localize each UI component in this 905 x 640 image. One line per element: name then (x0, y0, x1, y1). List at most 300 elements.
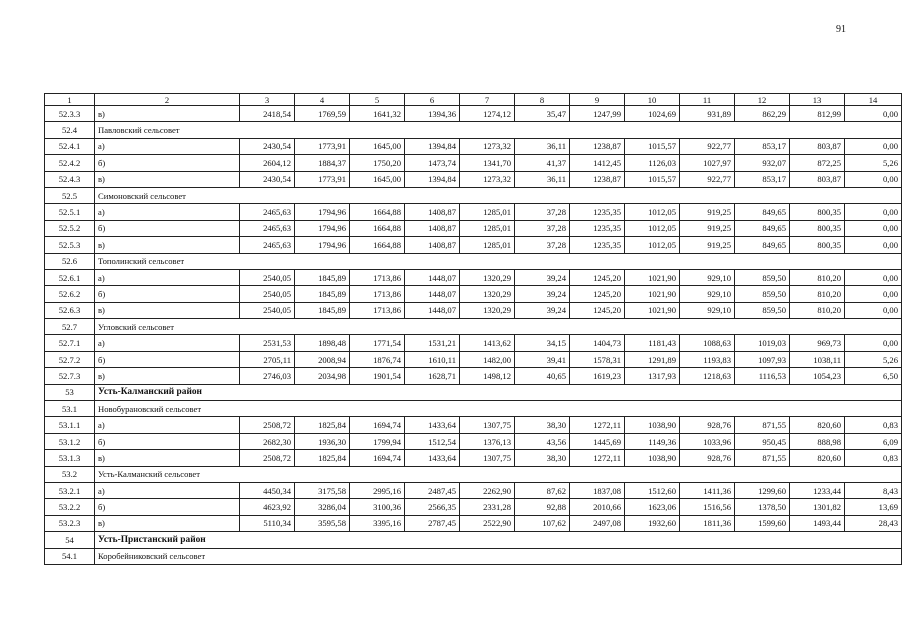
value-cell: 1394,84 (405, 138, 460, 154)
table-row (45, 433, 902, 449)
value-cell: 800,35 (790, 204, 845, 220)
value-cell: 1799,94 (350, 433, 405, 449)
value-cell: 1645,00 (350, 138, 405, 154)
value-cell: 2508,72 (240, 417, 295, 433)
value-cell: 0,00 (845, 171, 902, 187)
value-cell: 2746,03 (240, 368, 295, 384)
value-cell: 1027,97 (680, 155, 735, 171)
region-row (45, 384, 902, 400)
value-cell: 1291,89 (625, 351, 680, 367)
row-code: 52.3.3 (45, 106, 95, 122)
value-cell: 932,07 (735, 155, 790, 171)
row-code: 52.7.1 (45, 335, 95, 351)
value-cell: 812,99 (790, 106, 845, 122)
column-header: 4 (295, 94, 350, 106)
column-header: 5 (350, 94, 405, 106)
row-option: в) (95, 106, 240, 122)
value-cell: 2418,54 (240, 106, 295, 122)
value-cell: 950,45 (735, 433, 790, 449)
value-cell: 0,00 (845, 220, 902, 236)
value-cell: 1825,84 (295, 450, 350, 466)
row-option: в) (95, 171, 240, 187)
value-cell: 1448,07 (405, 302, 460, 318)
table-row (45, 499, 902, 515)
value-cell: 859,50 (735, 269, 790, 285)
value-cell: 6,09 (845, 433, 902, 449)
value-cell: 0,00 (845, 138, 902, 154)
table-row (45, 138, 902, 154)
value-cell: 2262,90 (460, 482, 515, 498)
value-cell: 1272,11 (570, 417, 625, 433)
value-cell: 2508,72 (240, 450, 295, 466)
row-option: в) (95, 302, 240, 318)
section-row (45, 187, 902, 203)
row-code: 53.1 (45, 401, 95, 417)
value-cell: 969,73 (790, 335, 845, 351)
row-code: 52.5.1 (45, 204, 95, 220)
value-cell: 1012,05 (625, 237, 680, 253)
value-cell: 803,87 (790, 138, 845, 154)
value-cell: 1794,96 (295, 237, 350, 253)
table-row (45, 482, 902, 498)
value-cell: 2522,90 (460, 515, 515, 531)
value-cell: 38,30 (515, 417, 570, 433)
value-cell: 2331,28 (460, 499, 515, 515)
value-cell: 810,20 (790, 302, 845, 318)
value-cell: 1794,96 (295, 204, 350, 220)
value-cell: 859,50 (735, 286, 790, 302)
row-code: 52.4.1 (45, 138, 95, 154)
value-cell: 1238,87 (570, 138, 625, 154)
value-cell: 3100,36 (350, 499, 405, 515)
value-cell: 1578,31 (570, 351, 625, 367)
value-cell: 1408,87 (405, 220, 460, 236)
value-cell: 1235,35 (570, 204, 625, 220)
value-cell: 1610,11 (405, 351, 460, 367)
region-row (45, 532, 902, 548)
value-cell: 5,26 (845, 155, 902, 171)
value-cell: 1493,44 (790, 515, 845, 531)
value-cell: 28,43 (845, 515, 902, 531)
value-cell: 5,26 (845, 351, 902, 367)
row-option: а) (95, 335, 240, 351)
value-cell: 1884,37 (295, 155, 350, 171)
row-option: б) (95, 155, 240, 171)
row-option: в) (95, 237, 240, 253)
value-cell: 1015,57 (625, 171, 680, 187)
value-cell: 1771,54 (350, 335, 405, 351)
column-header: 9 (570, 94, 625, 106)
value-cell: 1038,90 (625, 450, 680, 466)
value-cell: 36,11 (515, 171, 570, 187)
value-cell: 1694,74 (350, 417, 405, 433)
value-cell: 37,28 (515, 204, 570, 220)
value-cell: 871,55 (735, 417, 790, 433)
value-cell: 1038,11 (790, 351, 845, 367)
section-row (45, 319, 902, 335)
value-cell: 1645,00 (350, 171, 405, 187)
table-body (45, 106, 902, 565)
table-row (45, 450, 902, 466)
value-cell: 1413,62 (460, 335, 515, 351)
row-code: 52.6.2 (45, 286, 95, 302)
value-cell: 5110,34 (240, 515, 295, 531)
value-cell: 1378,50 (735, 499, 790, 515)
row-option: б) (95, 286, 240, 302)
value-cell: 1012,05 (625, 220, 680, 236)
value-cell: 0,00 (845, 335, 902, 351)
value-cell: 2465,63 (240, 220, 295, 236)
table-row (45, 368, 902, 384)
row-code: 53.2.3 (45, 515, 95, 531)
value-cell: 2034,98 (295, 368, 350, 384)
value-cell: 1641,32 (350, 106, 405, 122)
column-header: 2 (95, 94, 240, 106)
column-header: 3 (240, 94, 295, 106)
value-cell: 2682,30 (240, 433, 295, 449)
value-cell: 0,00 (845, 204, 902, 220)
value-cell: 1193,83 (680, 351, 735, 367)
section-title: Тополинский сельсовет (95, 253, 902, 269)
value-cell: 1394,84 (405, 171, 460, 187)
value-cell: 2465,63 (240, 204, 295, 220)
value-cell: 1247,99 (570, 106, 625, 122)
value-cell: 4623,92 (240, 499, 295, 515)
row-option: б) (95, 499, 240, 515)
value-cell: 1664,88 (350, 220, 405, 236)
value-cell: 1245,20 (570, 269, 625, 285)
value-cell: 1088,63 (680, 335, 735, 351)
column-header: 1 (45, 94, 95, 106)
value-cell: 929,10 (680, 269, 735, 285)
value-cell: 3595,58 (295, 515, 350, 531)
value-cell: 1845,89 (295, 286, 350, 302)
value-cell: 39,24 (515, 302, 570, 318)
value-cell: 2487,45 (405, 482, 460, 498)
value-cell: 2497,08 (570, 515, 625, 531)
section-row (45, 466, 902, 482)
value-cell: 2430,54 (240, 138, 295, 154)
tariff-table (44, 93, 902, 565)
value-cell: 1235,35 (570, 220, 625, 236)
value-cell: 919,25 (680, 237, 735, 253)
section-title: Коробейниковский сельсовет (95, 548, 902, 564)
value-cell: 1619,23 (570, 368, 625, 384)
value-cell: 1273,32 (460, 138, 515, 154)
row-option: а) (95, 417, 240, 433)
value-cell: 800,35 (790, 237, 845, 253)
value-cell: 1307,75 (460, 417, 515, 433)
value-cell: 928,76 (680, 417, 735, 433)
value-cell: 922,77 (680, 138, 735, 154)
value-cell: 1694,74 (350, 450, 405, 466)
row-option: в) (95, 450, 240, 466)
value-cell: 39,41 (515, 351, 570, 367)
value-cell: 2566,35 (405, 499, 460, 515)
value-cell: 1285,01 (460, 204, 515, 220)
value-cell: 34,15 (515, 335, 570, 351)
section-title: Павловский сельсовет (95, 122, 902, 138)
value-cell: 39,24 (515, 269, 570, 285)
table-header-row (45, 94, 902, 106)
value-cell: 859,50 (735, 302, 790, 318)
value-cell: 820,60 (790, 450, 845, 466)
value-cell: 0,00 (845, 106, 902, 122)
value-cell: 849,65 (735, 237, 790, 253)
value-cell: 872,25 (790, 155, 845, 171)
table-row (45, 155, 902, 171)
value-cell: 2465,63 (240, 237, 295, 253)
value-cell: 1473,74 (405, 155, 460, 171)
value-cell: 1376,13 (460, 433, 515, 449)
value-cell: 1307,75 (460, 450, 515, 466)
value-cell: 1233,44 (790, 482, 845, 498)
value-cell: 1274,12 (460, 106, 515, 122)
row-code: 52.7.3 (45, 368, 95, 384)
value-cell: 1482,00 (460, 351, 515, 367)
section-row (45, 253, 902, 269)
value-cell: 803,87 (790, 171, 845, 187)
value-cell: 1149,36 (625, 433, 680, 449)
row-code: 52.7 (45, 319, 95, 335)
value-cell: 38,30 (515, 450, 570, 466)
value-cell: 929,10 (680, 286, 735, 302)
row-code: 53.2 (45, 466, 95, 482)
value-cell: 1448,07 (405, 269, 460, 285)
section-row (45, 122, 902, 138)
value-cell: 1299,60 (735, 482, 790, 498)
value-cell: 3395,16 (350, 515, 405, 531)
value-cell: 2010,66 (570, 499, 625, 515)
value-cell: 6,50 (845, 368, 902, 384)
value-cell: 1901,54 (350, 368, 405, 384)
row-code: 53.1.3 (45, 450, 95, 466)
value-cell: 928,76 (680, 450, 735, 466)
value-cell: 810,20 (790, 269, 845, 285)
value-cell: 1320,29 (460, 302, 515, 318)
value-cell: 39,24 (515, 286, 570, 302)
page-number: 91 (836, 24, 846, 35)
value-cell: 13,69 (845, 499, 902, 515)
value-cell: 919,25 (680, 220, 735, 236)
value-cell: 1498,12 (460, 368, 515, 384)
column-header: 13 (790, 94, 845, 106)
value-cell: 1599,60 (735, 515, 790, 531)
value-cell: 1126,03 (625, 155, 680, 171)
value-cell: 1837,08 (570, 482, 625, 498)
value-cell: 1773,91 (295, 138, 350, 154)
value-cell: 2540,05 (240, 269, 295, 285)
value-cell: 1713,86 (350, 286, 405, 302)
value-cell: 0,00 (845, 237, 902, 253)
region-title: Усть-Пристанский район (95, 532, 902, 548)
value-cell: 1408,87 (405, 237, 460, 253)
row-code: 52.6.1 (45, 269, 95, 285)
table-row (45, 204, 902, 220)
value-cell: 1516,56 (680, 499, 735, 515)
value-cell: 1245,20 (570, 286, 625, 302)
value-cell: 0,83 (845, 417, 902, 433)
row-option: б) (95, 351, 240, 367)
section-row (45, 548, 902, 564)
value-cell: 1794,96 (295, 220, 350, 236)
table-row (45, 237, 902, 253)
value-cell: 929,10 (680, 302, 735, 318)
value-cell: 0,83 (845, 450, 902, 466)
value-cell: 1272,11 (570, 450, 625, 466)
value-cell: 36,11 (515, 138, 570, 154)
value-cell: 1433,64 (405, 450, 460, 466)
table-row (45, 269, 902, 285)
section-title: Новобурановский сельсовет (95, 401, 902, 417)
value-cell: 1845,89 (295, 302, 350, 318)
row-option: б) (95, 433, 240, 449)
row-code: 54 (45, 532, 95, 548)
value-cell: 41,37 (515, 155, 570, 171)
value-cell: 2787,45 (405, 515, 460, 531)
value-cell: 1012,05 (625, 204, 680, 220)
column-header: 8 (515, 94, 570, 106)
row-code: 52.5 (45, 187, 95, 203)
row-code: 53.2.1 (45, 482, 95, 498)
value-cell: 1512,54 (405, 433, 460, 449)
value-cell: 1412,45 (570, 155, 625, 171)
value-cell: 1825,84 (295, 417, 350, 433)
value-cell: 37,28 (515, 220, 570, 236)
row-option: в) (95, 368, 240, 384)
row-option: а) (95, 482, 240, 498)
value-cell: 853,17 (735, 171, 790, 187)
row-code: 52.5.3 (45, 237, 95, 253)
value-cell: 1898,48 (295, 335, 350, 351)
value-cell: 1773,91 (295, 171, 350, 187)
value-cell: 1404,73 (570, 335, 625, 351)
value-cell: 1021,90 (625, 286, 680, 302)
value-cell: 1301,82 (790, 499, 845, 515)
section-row (45, 401, 902, 417)
value-cell: 1038,90 (625, 417, 680, 433)
value-cell: 1024,69 (625, 106, 680, 122)
table-row (45, 335, 902, 351)
value-cell: 1769,59 (295, 106, 350, 122)
value-cell: 0,00 (845, 302, 902, 318)
column-header: 6 (405, 94, 460, 106)
value-cell: 820,60 (790, 417, 845, 433)
row-code: 52.6.3 (45, 302, 95, 318)
value-cell: 1623,06 (625, 499, 680, 515)
value-cell: 1713,86 (350, 269, 405, 285)
value-cell: 1320,29 (460, 269, 515, 285)
row-code: 52.6 (45, 253, 95, 269)
value-cell: 810,20 (790, 286, 845, 302)
value-cell: 1445,69 (570, 433, 625, 449)
value-cell: 1628,71 (405, 368, 460, 384)
value-cell: 1811,36 (680, 515, 735, 531)
value-cell: 922,77 (680, 171, 735, 187)
value-cell: 1936,30 (295, 433, 350, 449)
section-title: Угловский сельсовет (95, 319, 902, 335)
value-cell: 849,65 (735, 220, 790, 236)
column-header: 10 (625, 94, 680, 106)
table-row (45, 302, 902, 318)
table-row (45, 417, 902, 433)
value-cell: 849,65 (735, 204, 790, 220)
row-option: а) (95, 204, 240, 220)
table-row (45, 106, 902, 122)
value-cell: 1021,90 (625, 302, 680, 318)
value-cell: 1181,43 (625, 335, 680, 351)
table-row (45, 220, 902, 236)
table-row (45, 286, 902, 302)
value-cell: 871,55 (735, 450, 790, 466)
value-cell: 1054,23 (790, 368, 845, 384)
value-cell: 1448,07 (405, 286, 460, 302)
value-cell: 1394,36 (405, 106, 460, 122)
row-code: 52.4.3 (45, 171, 95, 187)
value-cell: 3175,58 (295, 482, 350, 498)
value-cell: 1238,87 (570, 171, 625, 187)
column-header: 12 (735, 94, 790, 106)
value-cell: 1713,86 (350, 302, 405, 318)
column-header: 14 (845, 94, 902, 106)
value-cell: 2430,54 (240, 171, 295, 187)
row-option: а) (95, 269, 240, 285)
value-cell: 2604,12 (240, 155, 295, 171)
row-code: 53 (45, 384, 95, 400)
value-cell: 2540,05 (240, 302, 295, 318)
table-row (45, 351, 902, 367)
value-cell: 1273,32 (460, 171, 515, 187)
value-cell: 2008,94 (295, 351, 350, 367)
row-option: а) (95, 138, 240, 154)
value-cell: 1019,03 (735, 335, 790, 351)
value-cell: 919,25 (680, 204, 735, 220)
value-cell: 931,89 (680, 106, 735, 122)
value-cell: 1876,74 (350, 351, 405, 367)
value-cell: 107,62 (515, 515, 570, 531)
value-cell: 4450,34 (240, 482, 295, 498)
value-cell: 1235,35 (570, 237, 625, 253)
value-cell: 1116,53 (735, 368, 790, 384)
row-code: 52.4 (45, 122, 95, 138)
value-cell: 1411,36 (680, 482, 735, 498)
value-cell: 1285,01 (460, 237, 515, 253)
value-cell: 1512,60 (625, 482, 680, 498)
value-cell: 2540,05 (240, 286, 295, 302)
value-cell: 1285,01 (460, 220, 515, 236)
value-cell: 0,00 (845, 269, 902, 285)
value-cell: 8,43 (845, 482, 902, 498)
region-title: Усть-Калманский район (95, 384, 902, 400)
table-row (45, 171, 902, 187)
value-cell: 1845,89 (295, 269, 350, 285)
value-cell: 2705,11 (240, 351, 295, 367)
value-cell: 2531,53 (240, 335, 295, 351)
value-cell: 2995,16 (350, 482, 405, 498)
row-code: 53.2.2 (45, 499, 95, 515)
row-code: 53.1.2 (45, 433, 95, 449)
section-title: Усть-Калманский сельсовет (95, 466, 902, 482)
value-cell: 43,56 (515, 433, 570, 449)
value-cell: 1317,93 (625, 368, 680, 384)
value-cell: 1664,88 (350, 237, 405, 253)
row-code: 52.5.2 (45, 220, 95, 236)
table-row (45, 515, 902, 531)
value-cell: 1341,70 (460, 155, 515, 171)
value-cell: 92,88 (515, 499, 570, 515)
value-cell: 853,17 (735, 138, 790, 154)
value-cell: 1033,96 (680, 433, 735, 449)
